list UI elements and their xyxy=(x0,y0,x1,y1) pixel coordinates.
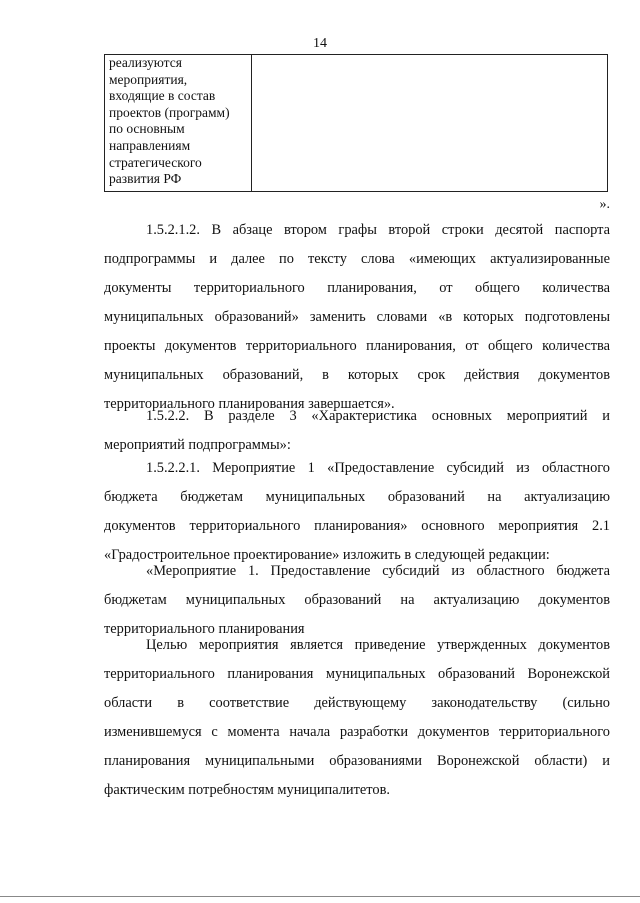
table-cell-line: мероприятия, xyxy=(109,71,188,87)
text-line: территориального планирования завершается». xyxy=(104,396,395,412)
paragraph-1-5-2-1-2 xyxy=(104,216,610,419)
paragraph-1-5-2-2-1 xyxy=(104,454,610,570)
text-line: документы территориального планирования, от общего количества xyxy=(104,280,610,296)
table-cell-label xyxy=(105,55,252,191)
text-line: муниципальных образований, в которых срок действия документов xyxy=(104,367,610,383)
text-line: мероприятий подпрограммы»: xyxy=(104,437,291,453)
table-cell-line: направлениям xyxy=(109,137,191,153)
table-cell-line: по основным xyxy=(109,121,185,137)
text-line: бюджетам муниципальных образований на актуализацию документов xyxy=(104,592,610,608)
text-line: документов территориального планирования» основного мероприятия 2.1 xyxy=(104,518,610,534)
text-line: территориального планирования муниципальных образований Воронежской xyxy=(104,666,610,682)
table-cell-line: реализуются xyxy=(109,55,182,70)
text-line: проекты документов территориального планирования, от общего количества xyxy=(104,338,610,354)
text-line: 1.5.2.2. В разделе 3 «Характеристика основных мероприятий и xyxy=(146,408,610,424)
paragraph-purpose xyxy=(104,631,610,805)
text-line: бюджета бюджетам муниципальных образований на актуализацию xyxy=(104,489,610,505)
table-cell-value xyxy=(252,55,607,191)
text-line: изменившемуся с момента начала разработки документов территориального xyxy=(104,724,610,740)
table-cell-line: входящие в состав xyxy=(109,88,216,104)
page-bottom-rule xyxy=(0,896,640,897)
text-line: области в соответствие действующему законодательству (сильно xyxy=(104,695,610,711)
text-line: планирования муниципальными образованиями Воронежской области) и xyxy=(104,753,610,769)
text-line: подпрограммы и далее по тексту слова «имеющих актуализированные xyxy=(104,251,610,267)
text-line: «Градостроительное проектирование» изложить в следующей редакции: xyxy=(104,547,550,563)
text-line: территориального планирования xyxy=(104,621,305,637)
text-line: 1.5.2.1.2. В абзаце втором графы второй строки десятой паспорта xyxy=(146,222,610,238)
text-line: Целью мероприятия является приведение утвержденных документов xyxy=(146,637,610,653)
paragraph-1-5-2-2 xyxy=(104,402,610,460)
table-cell-line: развития РФ xyxy=(109,171,182,187)
text-line: муниципальных образований» заменить словами «в которых подготовлены xyxy=(104,309,610,325)
continued-table xyxy=(104,54,608,192)
text-line: «Мероприятие 1. Предоставление субсидий из областного бюджета xyxy=(146,563,610,579)
table-cell-line: проектов (программ) xyxy=(109,104,230,120)
page-number: 14 xyxy=(313,36,327,51)
text-line: 1.5.2.2.1. Мероприятие 1 «Предоставление субсидий из областного xyxy=(146,460,610,476)
table-cell-line: стратегического xyxy=(109,154,202,170)
closing-quote-mark: ». xyxy=(599,197,610,212)
text-line: фактическим потребностям муниципалитетов. xyxy=(104,782,390,798)
